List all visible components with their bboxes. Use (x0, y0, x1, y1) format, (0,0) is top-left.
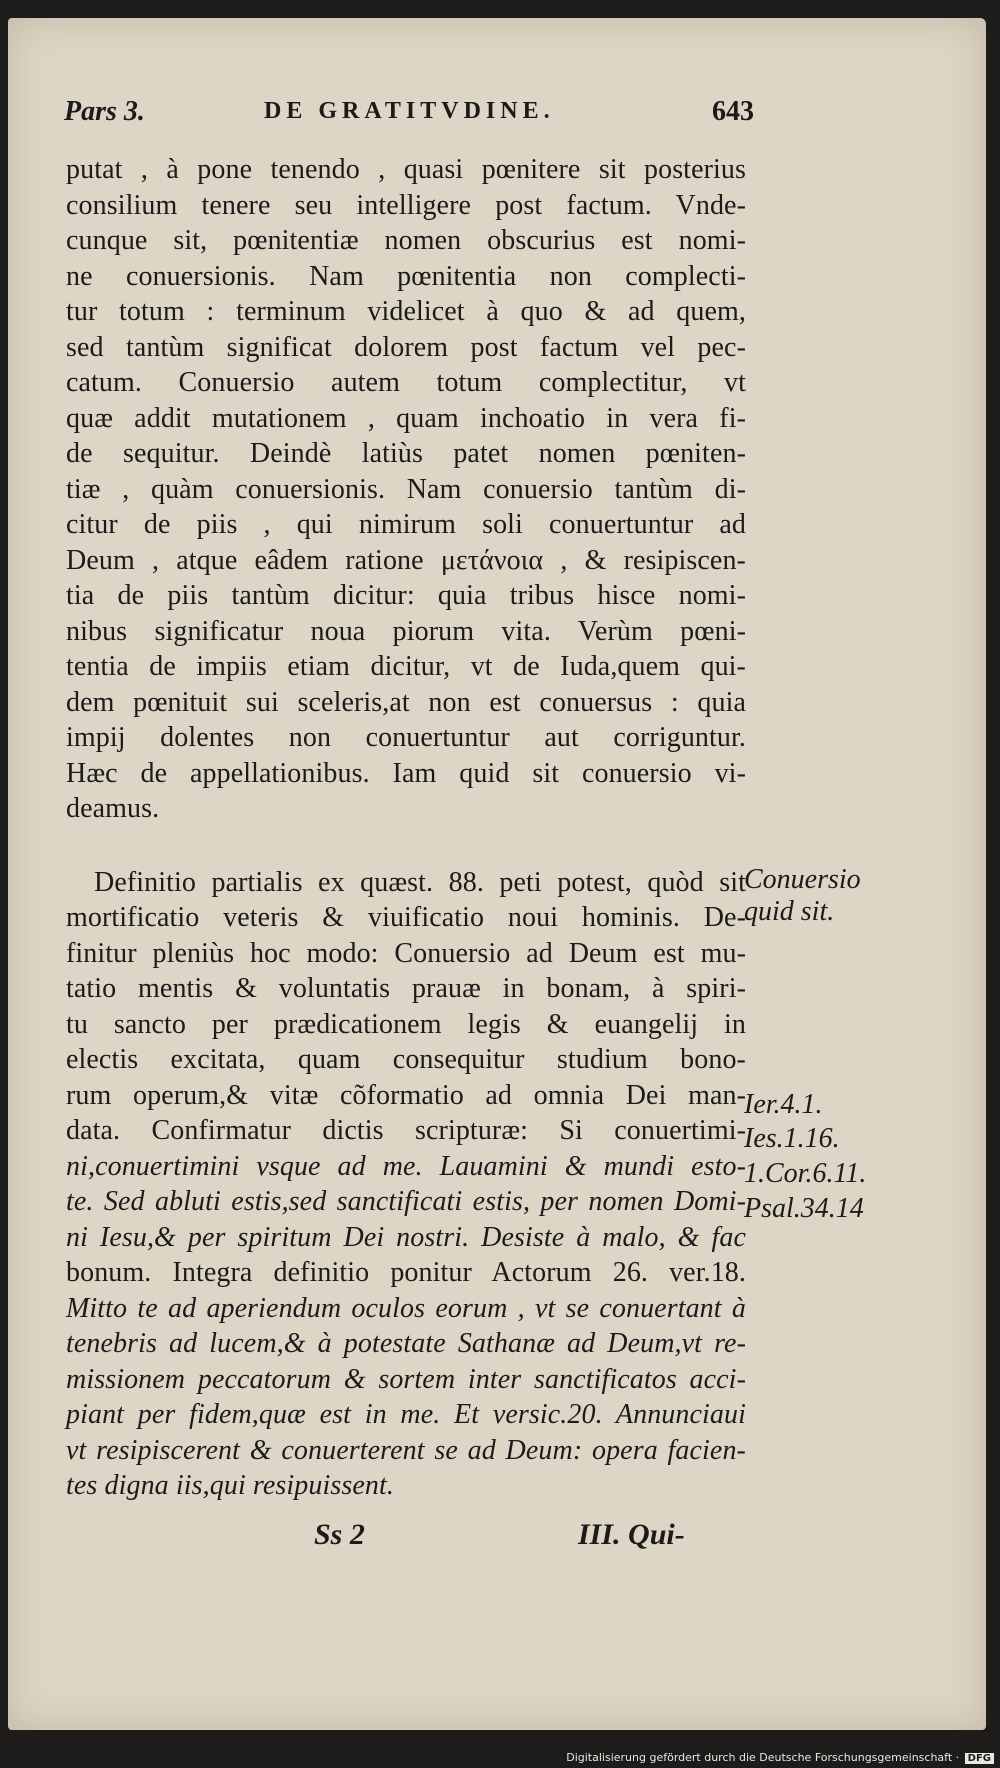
text-line: cunque sit, pœnitentiæ nomen obscurius est nomi- (66, 225, 746, 256)
text-line: Definitio partialis ex quæst. 88. peti potest, quòd sit (94, 866, 746, 898)
running-head-title: DE GRATITVDINE. (264, 98, 555, 124)
text-line: vt resipiscerent & conuerterent se ad Deum: opera facien- (66, 1434, 746, 1466)
catchword: III. Qui- (578, 1518, 685, 1551)
page-inner (8, 18, 986, 1730)
margin-ref-cor: 1.Cor.6.11. (744, 1158, 867, 1189)
text-line: tu sancto per prædicationem legis & euangelij in (66, 1008, 746, 1040)
text-line: Hæc de appellationibus. Iam quid sit conuersio vi- (66, 757, 746, 789)
digitization-credit (566, 1751, 994, 1764)
text-line: finitur pleniùs hoc modo: Conuersio ad Deum est mu- (66, 937, 746, 969)
paragraph-gap (66, 827, 746, 865)
text-line: putat , à pone tenendo , quasi pœnitere sit posterius (66, 154, 746, 185)
running-head (64, 96, 754, 136)
running-head-part: Pars 3. (64, 96, 145, 127)
text-line: de sequitur. Deindè latiùs patet nomen pœniten- (66, 438, 746, 469)
text-line: consilium tenere seu intelligere post factum. Vnde- (66, 189, 746, 221)
text-line: impij dolentes non conuertuntur aut corriguntur. (66, 722, 746, 753)
text-line: tatio mentis & voluntatis prauæ in bonam, à spiri- (66, 973, 746, 1004)
paragraph-1 (66, 152, 746, 827)
text-line: data. Confirmatur dictis scripturæ: Si conuertimi- (66, 1115, 746, 1146)
book-page (8, 18, 986, 1730)
text-line: ne conuersionis. Nam pœnitentia non complecti- (66, 260, 746, 292)
text-line: tes digna iis,qui resipuissent. (66, 1470, 394, 1501)
margin-note-line: quid sit. (744, 896, 835, 927)
margin-note-line: Conuersio (744, 864, 861, 895)
dfg-logo: DFG (965, 1753, 994, 1764)
margin-ref-psal: Psal.34.14 (744, 1193, 864, 1224)
text-line: Mitto te ad aperiendum oculos eorum , vt se conuertant à (66, 1292, 746, 1324)
text-line: tia de piis tantùm dicitur: quia tribus hisce nomi- (66, 580, 746, 611)
text-line: electis excitata, quam consequitur studium bono- (66, 1044, 746, 1075)
page-number: 643 (712, 96, 754, 127)
text-line: mortificatio veteris & viuificatio noui hominis. De- (66, 902, 746, 933)
margin-ref-jer: Ier.4.1. (744, 1089, 823, 1120)
text-line: ni,conuertimini vsque ad me. Lauamini & mundi esto- (66, 1150, 746, 1182)
text-line: te. Sed abluti estis,sed sanctificati estis, per nomen Domi- (66, 1186, 746, 1217)
text-line: Deum , atque eâdem ratione μετάνοια , & resipiscen- (66, 544, 746, 576)
text-line: deamus. (66, 793, 160, 824)
text-line: quæ addit mutationem , quam inchoatio in vera fi- (66, 402, 746, 434)
text-line: catum. Conuersio autem totum complectitur, vt (66, 367, 746, 398)
margin-note-conuersio (744, 864, 861, 928)
text-line: ni Iesu,& per spiritum Dei nostri. Desiste à malo, & fac (66, 1221, 746, 1253)
digitization-credit-text: Digitalisierung gefördert durch die Deutsche Forschungsgemeinschaft · (566, 1751, 960, 1764)
text-line: tiæ , quàm conuersionis. Nam conuersio tantùm di- (66, 473, 746, 505)
text-line: tenebris ad lucem,& à potestate Sathanæ ad Deum,vt re- (66, 1328, 746, 1359)
text-line: missionem peccatorum & sortem inter sanctificatos acci- (66, 1363, 746, 1395)
text-line: rum operum,& vitæ cõformatio ad omnia Dei man- (66, 1079, 746, 1111)
signature-mark: Ss 2 (314, 1518, 365, 1551)
text-line: tur totum : terminum videlicet à quo & ad quem, (66, 296, 746, 327)
text-line: piant per fidem,quæ est in me. Et versic.20. Annunciaui (66, 1399, 746, 1430)
paragraph-2 (66, 865, 746, 1504)
main-text (66, 152, 746, 1504)
text-line: citur de piis , qui nimirum soli conuertuntur ad (66, 509, 746, 540)
text-line: bonum. Integra definitio ponitur Actorum 26. ver.18. (66, 1257, 746, 1288)
text-line: nibus significatur noua piorum vita. Verùm pœni- (66, 615, 746, 647)
text-line: tentia de impiis etiam dicitur, vt de Iuda,quem qui- (66, 651, 746, 682)
margin-ref-jes: Ies.1.16. (744, 1123, 840, 1154)
text-line: dem pœnituit sui sceleris,at non est conuersus : quia (66, 686, 746, 718)
text-line: sed tantùm significat dolorem post factum vel pec- (66, 331, 746, 363)
